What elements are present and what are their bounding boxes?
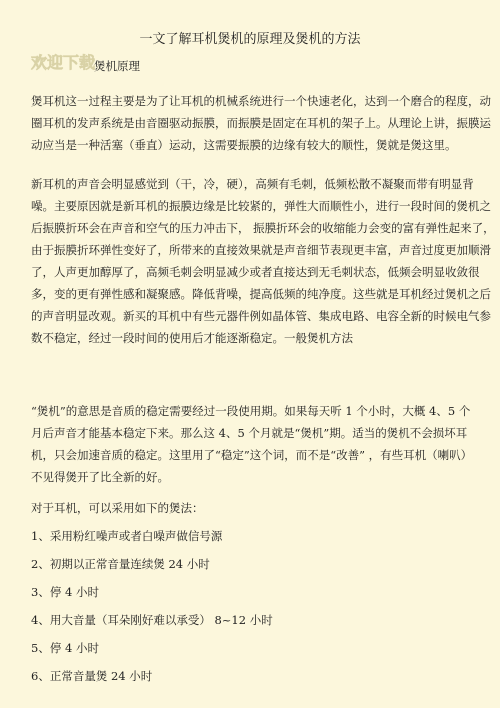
paragraph-line: 数不稳定，经过一段时间的使用后才能逐渐稳定。一般煲机方法: [31, 331, 353, 345]
method-item: 5、停 4 小时: [31, 641, 99, 655]
paragraph-line: “煲机”的意思是音质的稳定需要经过一段使用期。如果每天听 1 个小时，大概 4、5 个: [31, 404, 471, 418]
section-heading: 煲机原理: [94, 59, 140, 73]
document-title: 一文了解耳机煲机的原理及煲机的方法: [139, 32, 361, 47]
methods-intro: 对于耳机，可以采用如下的煲法：: [31, 501, 204, 515]
paragraph-meaning: [31, 400, 471, 488]
paragraph-line: 的声音明显改观。新买的耳机中有些元器件例如晶体管、集成电路、电容全新的时候电气参: [31, 309, 491, 323]
paragraph-line: 煲耳机这一过程主要是为了让耳机的机械系统进行一个快速老化，达到一个磨合的程度，动: [31, 94, 491, 108]
paragraph-line: 机，只会加速音质的稳定。这里用了“稳定”这个词，而不是“改善” ，有些耳机（喇叭）: [31, 448, 473, 462]
paragraph-line: 动应当是一种活塞（垂直）运动，这需要振膜的边缘有较大的顺性，煲就是煲这里。: [31, 138, 457, 152]
paragraph-new-earphone: [31, 173, 495, 349]
method-item: 3、停 4 小时: [31, 585, 99, 599]
paragraph-line: 新耳机的声音会明显感觉到（干，冷，硬），高频有毛刺，低频松散不凝聚而带有明显背: [31, 177, 474, 191]
method-item: 2、初期以正常音量连续煲 24 小时: [31, 557, 210, 571]
paragraph-principle: [31, 90, 491, 156]
paragraph-line: 后振膜折环会在声音和空气的压力冲击下， 振膜折环会的收缩能力会变的富有弹性起来了，: [31, 221, 495, 235]
paragraph-line: 由于振膜折环弹性变好了，所带来的直接效果就是声音细节表现更丰富，声音过度更加顺滑: [31, 243, 491, 257]
paragraph-line: 圈耳机的发声系统是由音圈驱动振膜，而振膜是固定在耳机的架子上。从理论上讲，振膜运: [31, 116, 491, 130]
paragraph-line: 噪。主要原因就是新耳机的振膜边缘是比较紧的，弹性大而顺性小，进行一段时间的煲机之: [31, 199, 491, 213]
paragraph-line: 了，人声更加醇厚了，高频毛刺会明显减少或者直接达到无毛刺状态，低频会明显收敛很: [31, 265, 480, 279]
method-item: 4、用大音量（耳朵刚好难以承受） 8~12 小时: [31, 613, 273, 627]
method-item: 1、采用粉红噪声或者白噪声做信号源: [31, 529, 223, 543]
watermark-logo: 欢迎下载: [31, 53, 96, 72]
method-item: 6、正常音量煲 24 小时: [31, 669, 153, 683]
paragraph-line: 月后声音才能基本稳定下来。那么这 4、5 个月就是“煲机”期。适当的煲机不会损坏耳: [31, 426, 468, 440]
paragraph-line: 不见得煲开了比全新的好。: [31, 470, 169, 484]
paragraph-line: 多，变的更有弹性感和凝聚感。降低背噪，提高低频的纯净度。这些就是耳机经过煲机之后: [31, 287, 491, 301]
